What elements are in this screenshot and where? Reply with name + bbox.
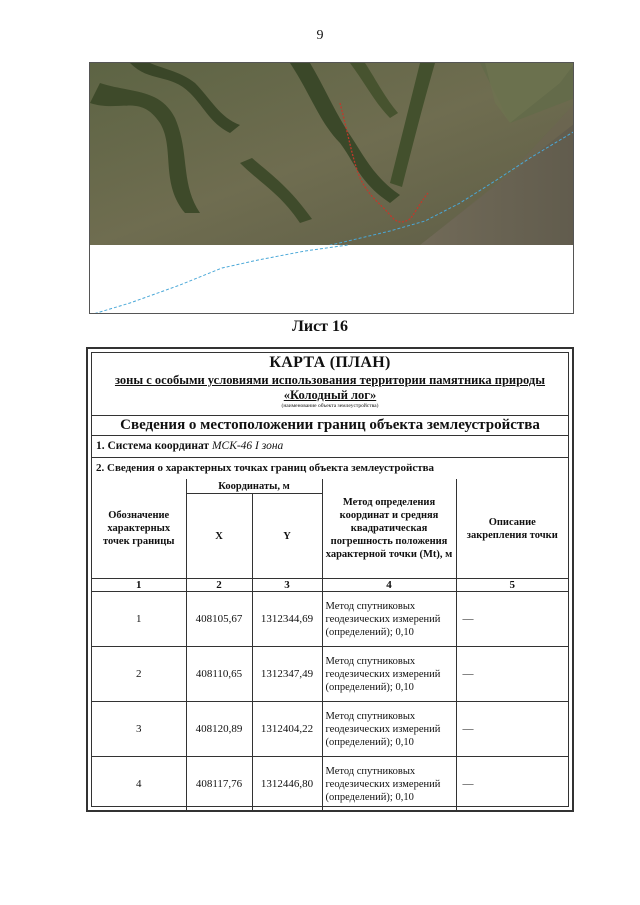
points-table xyxy=(92,479,568,812)
form-header xyxy=(92,353,568,415)
form-subtitle-line2: «Колодный лог» xyxy=(283,388,377,402)
point-x: 408105,67 xyxy=(186,592,252,647)
coordinate-system-row xyxy=(92,435,568,457)
point-y: 1312344,69 xyxy=(252,592,322,647)
point-method: Метод спутниковых геодезических измерений (определений); 0,10 xyxy=(322,757,456,812)
col-number: 3 xyxy=(252,579,322,592)
header-y: Y xyxy=(252,494,322,579)
coord-system-label: 1. Система координат xyxy=(96,440,210,452)
point-description: — xyxy=(456,702,568,757)
header-coordinates: Координаты, м xyxy=(186,479,322,494)
header-description: Описание закрепления точки xyxy=(456,479,568,579)
coord-system-value: МСК-46 I зона xyxy=(211,440,284,452)
points-section-title: 2. Сведения о характерных точках границ объекта землеустройства xyxy=(92,457,568,479)
point-description: — xyxy=(456,647,568,702)
point-y: 1312347,49 xyxy=(252,647,322,702)
point-x: 408120,89 xyxy=(186,702,252,757)
col-number: 2 xyxy=(186,579,252,592)
table-row xyxy=(92,757,568,812)
header-designation: Обозначение характерных точек границы xyxy=(92,479,186,579)
table-row xyxy=(92,702,568,757)
point-x: 408117,76 xyxy=(186,757,252,812)
header-x: X xyxy=(186,494,252,579)
sheet-label: Лист 16 xyxy=(291,318,349,335)
point-method: Метод спутниковых геодезических измерений (определений); 0,10 xyxy=(322,702,456,757)
form-title: КАРТА (ПЛАН) xyxy=(269,354,391,371)
form-subtitle-line1: зоны с особыми условиями использования территории памятника природы xyxy=(114,373,546,387)
page-number: 9 xyxy=(316,28,324,43)
form-caption-small: (наименование объекта землеустройства) xyxy=(281,403,379,409)
point-x: 408110,65 xyxy=(186,647,252,702)
point-id: 3 xyxy=(92,702,186,757)
point-description: — xyxy=(456,592,568,647)
point-id: 1 xyxy=(92,592,186,647)
satellite-map xyxy=(89,62,574,314)
point-method: Метод спутниковых геодезических измерений (определений); 0,10 xyxy=(322,647,456,702)
point-y: 1312404,22 xyxy=(252,702,322,757)
col-number: 4 xyxy=(322,579,456,592)
header-method: Метод определения координат и средняя квадратическая погрешность положения характерной точки (Mt), м xyxy=(322,479,456,579)
point-method: Метод спутниковых геодезических измерений (определений); 0,10 xyxy=(322,592,456,647)
point-y: 1312446,80 xyxy=(252,757,322,812)
table-row xyxy=(92,592,568,647)
point-description: — xyxy=(456,757,568,812)
col-number: 1 xyxy=(92,579,186,592)
col-number: 5 xyxy=(456,579,568,592)
section-title: Сведения о местоположении границ объекта землеустройства xyxy=(92,415,568,435)
map-plan-form xyxy=(86,347,574,812)
point-id: 4 xyxy=(92,757,186,812)
table-row xyxy=(92,647,568,702)
point-id: 2 xyxy=(92,647,186,702)
column-numbers-row xyxy=(92,579,568,592)
